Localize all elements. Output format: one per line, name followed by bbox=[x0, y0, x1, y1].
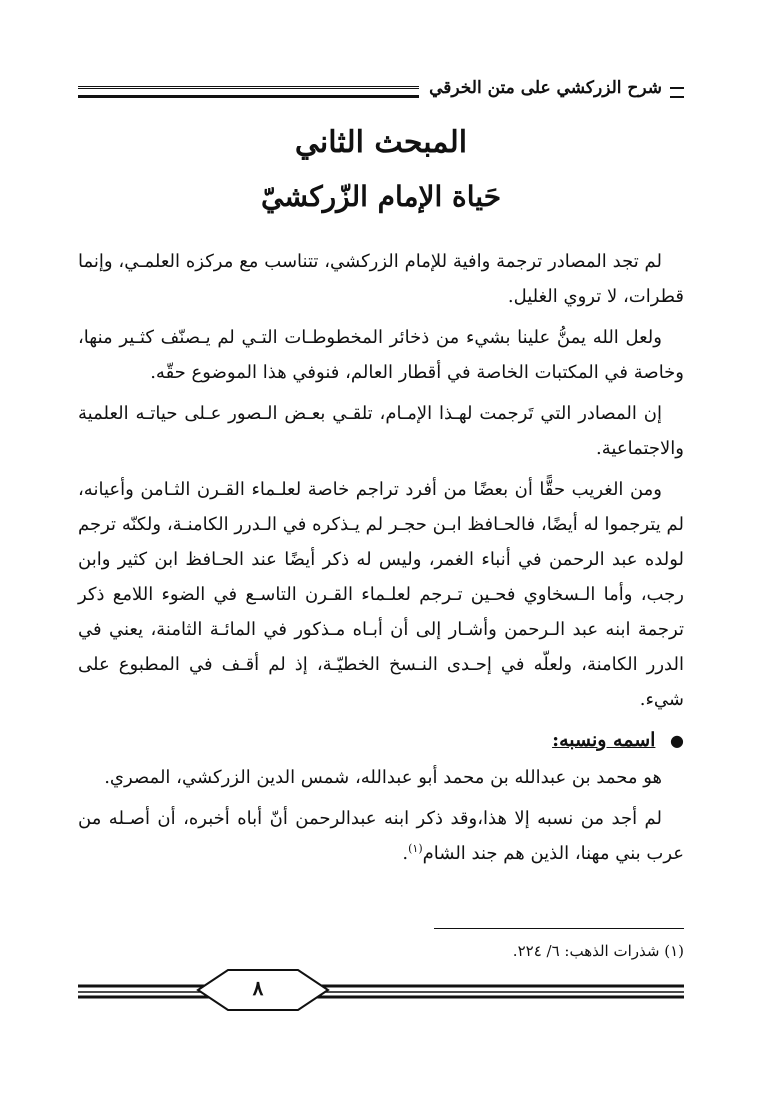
chapter-title: المبحث الثاني bbox=[294, 125, 468, 160]
page-number: ٨ bbox=[252, 976, 264, 1000]
section-title: حَياة الإمام الزّركشيّ bbox=[261, 180, 501, 213]
footnote-divider bbox=[434, 928, 684, 929]
paragraph-5: هو محمد بن عبدالله بن محمد أبو عبدالله، شمس الدين الزركشي، المصري. bbox=[104, 767, 662, 788]
paragraph-4: ومن الغريب حقًّا أن بعضًا من أفرد تراجم خاصة لعلـماء القـرن الثـامن وأعيانه، لم يترجموا له أيضًا، فالحـافظ ابـن حجـر لم يـذكره في الـدرر الكامنـة، ولكنّه ترجم لولده عبد الرحمن في أنباء الغمر، وليس له ذكر أيضًا عند الحـافظ ابن كثير وابن رجب، وأما الـسخاوي فحـين تـرجم لعلـماء القـرن التاسـع في الضوء اللامع ذكر ترجمة ابنه عبد الـرحمن وأشـار إلى أن أبـاه مـذكور في المائـة الثامنة، يعني في الدرر الكامنة، ولعلّه في إحـدى النـسخ الخطيّـة، إذ لم أقـف في المطبوع على شيء. bbox=[78, 479, 684, 710]
subsection-heading bbox=[78, 723, 684, 758]
paragraph-2: ولعل الله يمنُّ علينا بشيء من ذخائر المخطوطـات التـي لم يـصنّف كثـير منها، وخاصة في المكتبات الخاصة في أقطار العالم، فنوفي هذا الموضوع حقّه. bbox=[78, 327, 684, 383]
page-footer bbox=[78, 968, 684, 1014]
running-header-title: شرح الزركشي على متن الخرقي bbox=[419, 78, 662, 98]
paragraph-6-text: لم أجد من نسبه إلا هذا،وقد ذكر ابنه عبدالرحمن أنّ أباه أخبره، أن أصـله من عرب بني مهنا، الذين هم جند الشام bbox=[78, 808, 684, 864]
paragraph-3: إن المصادر التي تَرجمت لهـذا الإمـام، تلقـي بعـض الـصور عـلى حياتـه العلمية والاجتماعية. bbox=[78, 403, 684, 459]
running-header bbox=[78, 78, 684, 104]
subsection-heading-label: اسمه ونسبه: bbox=[552, 729, 656, 751]
footnote: (١) شذرات الذهب: ٦/ ٢٢٤. bbox=[512, 942, 684, 960]
paragraph-6: لم أجد من نسبه إلا هذا،وقد ذكر ابنه عبدالرحمن أنّ أباه أخبره، أن أصـله من عرب بني مهنا، الذين هم جند الشام$^{(١)}$. bbox=[78, 808, 684, 864]
body-text bbox=[78, 244, 684, 877]
footnote-reference[interactable]: (١) bbox=[408, 842, 423, 855]
footer-ornament-icon bbox=[78, 968, 684, 1014]
header-mark-icon bbox=[670, 87, 684, 98]
bullet-icon: ● bbox=[670, 731, 684, 750]
header-rule bbox=[78, 86, 428, 98]
paragraph-1: لم تجد المصادر ترجمة وافية للإمام الزركشي، تتناسب مع مركزه العلمـي، وإنما قطرات، لا تروي الغليل. bbox=[78, 251, 684, 307]
